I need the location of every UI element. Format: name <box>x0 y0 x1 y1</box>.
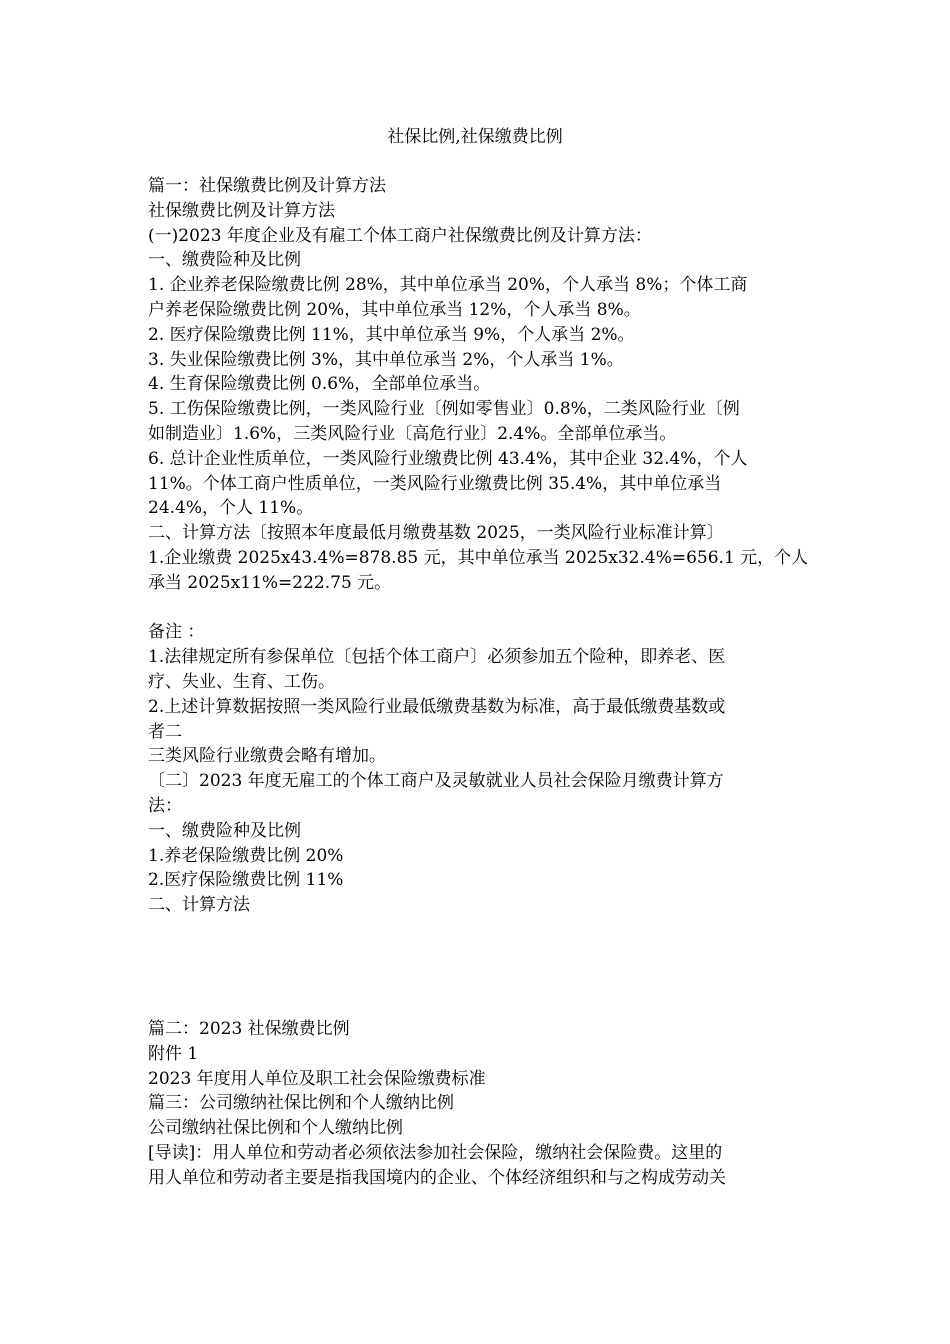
text-line: 5. 工伤保险缴费比例，一类风险行业〔例如零售业〕0.8%，二类风险行业〔例 <box>148 399 740 420</box>
text-line: 社保缴费比例及计算方法 <box>148 200 335 221</box>
text-line: 者二 <box>148 721 182 742</box>
text-line: 一、缴费险种及比例 <box>148 250 301 271</box>
text-line: 二、计算方法 <box>148 895 250 916</box>
text-line: 2. 医疗保险缴费比例 11%，其中单位承当 9%，个人承当 2%。 <box>148 324 635 345</box>
text-line: 2.医疗保险缴费比例 11% <box>148 870 344 891</box>
text-line: 1. 企业养老保险缴费比例 28%，其中单位承当 20%，个人承当 8%；个体工商 <box>148 275 748 296</box>
text-line: [导读]：用人单位和劳动者必须依法参加社会保险，缴纳社会保险费。这里的 <box>148 1142 723 1163</box>
text-line: 法： <box>148 795 182 816</box>
section-notes <box>148 620 808 918</box>
section-one <box>148 174 808 596</box>
text-line: 承当 2025x11%=222.75 元。 <box>148 572 392 593</box>
document-title: 社保比例,社保缴费比例 <box>387 127 563 147</box>
text-line: 备注 ： <box>148 622 205 643</box>
text-line: 附件 1 <box>148 1043 199 1064</box>
text-line: 如制造业〕1.6%，三类风险行业〔高危行业〕2.4%。全部单位承当。 <box>148 423 677 444</box>
text-line: 11%。个体工商户性质单位，一类风险行业缴费比例 35.4%，其中单位承当 <box>148 473 722 494</box>
text-line: 3. 失业保险缴费比例 3%，其中单位承当 2%，个人承当 1%。 <box>148 349 624 370</box>
text-line: 公司缴纳社保比例和个人缴纳比例 <box>148 1118 403 1139</box>
text-line: 篇三：公司缴纳社保比例和个人缴纳比例 <box>148 1093 454 1114</box>
text-line: 24.4%，个人 11%。 <box>148 498 314 519</box>
text-line: 2.上述计算数据按照一类风险行业最低缴费基数为标准，高于最低缴费基数或 <box>148 696 726 717</box>
text-line: 1.法律规定所有参保单位〔包括个体工商户〕必须参加五个险种，即养老、医 <box>148 647 726 668</box>
text-line: 4. 生育保险缴费比例 0.6%，全部单位承当。 <box>148 374 491 395</box>
document-body <box>148 174 808 1190</box>
section-two-three <box>148 1017 808 1191</box>
text-line: 疗、失业、生育、工伤。 <box>148 671 335 692</box>
text-line: (一)2023 年度企业及有雇工个体工商户社保缴费比例及计算方法： <box>148 225 652 246</box>
text-line: 篇二：2023 社保缴费比例 <box>148 1018 350 1039</box>
text-line: 1.企业缴费 2025x43.4%=878.85 元，其中单位承当 2025x32.4%=656.1 元，个人 <box>148 547 809 568</box>
text-line: 二、计算方法〔按照本年度最低月缴费基数 2025，一类风险行业标准计算〕 <box>148 523 724 544</box>
blank-line <box>148 596 808 621</box>
text-line: 用人单位和劳动者主要是指我国境内的企业、个体经济组织和与之构成劳动关 <box>148 1167 726 1188</box>
text-line: 2023 年度用人单位及职工社会保险缴费标准 <box>148 1068 486 1089</box>
text-line: 〔二〕2023 年度无雇工的个体工商户及灵敏就业人员社会保险月缴费计算方 <box>148 771 724 792</box>
text-line: 三类风险行业缴费会略有增加。 <box>148 746 386 767</box>
text-line: 户养老保险缴费比例 20%，其中单位承当 12%，个人承当 8%。 <box>148 299 641 320</box>
section-spacer <box>148 918 808 1017</box>
text-line: 1.养老保险缴费比例 20% <box>148 845 344 866</box>
text-line: 一、缴费险种及比例 <box>148 820 301 841</box>
text-line: 篇一：社保缴费比例及计算方法 <box>148 176 386 196</box>
text-line: 6. 总计企业性质单位，一类风险行业缴费比例 43.4%，其中企业 32.4%，个人 <box>148 448 748 469</box>
